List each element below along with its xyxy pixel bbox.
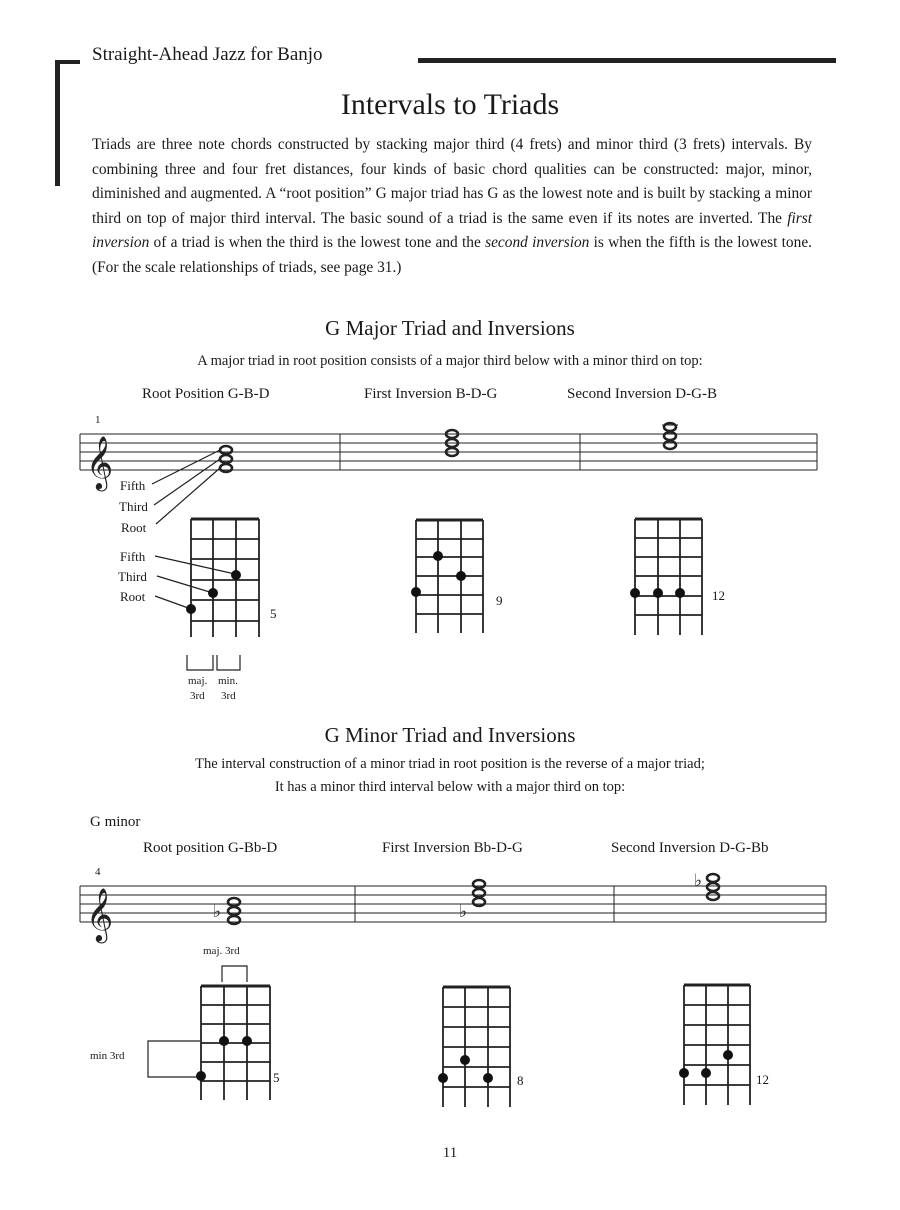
minor-section-desc-line1: The interval construction of a minor triad in root position is the reverse of a major triad; [195,756,705,772]
fretboard-major-root [191,519,259,637]
major-section-desc: A major triad in root position consists of a major third below with a minor third on top: [197,353,703,369]
minor-label-root: Root position G-Bb-D [143,840,278,856]
flat-signs [213,871,702,922]
minor-label-first: First Inversion Bb-D-G [382,840,523,856]
major-section-title: G Major Triad and Inversions [325,316,575,340]
minor-staff-number: 4 [95,866,101,878]
minor-section-desc-line2: It has a minor third interval below with a major third on top: [274,779,626,795]
interval-label-min-3rd: 3rd [221,690,236,702]
fret-dots [186,551,733,1083]
major-fret-leaders [155,556,235,609]
major-fret-number-first: 9 [496,593,503,608]
major-label-first: First Inversion B-D-G [364,386,498,402]
minor-min-bracket [148,1041,200,1077]
minor-label-second: Second Inversion D-G-Bb [611,840,769,856]
fret-note-label-fifth: Fifth [120,549,146,564]
fretboard-major-first [416,520,483,633]
major-staff-notes [220,423,676,472]
major-interval-brackets [187,655,240,670]
minor-min-3rd-label: min 3rd [90,1050,125,1062]
minor-chord-name: G minor [90,814,141,830]
minor-staff-notes [228,874,719,924]
staff-note-label-third: Third [119,499,148,514]
staff-note-label-root: Root [121,520,147,535]
page-number: 11 [442,1145,458,1161]
treble-clef-major: 𝄞 [86,435,114,489]
minor-fret-number-first: 8 [517,1073,524,1088]
fretboard-minor-second [684,985,750,1105]
minor-fret-number-root: 5 [273,1070,280,1085]
fretboard-minor-first [443,987,510,1107]
major-staff-number: 1 [95,414,101,426]
intro-paragraph: Triads are three note chords constructed by stacking major third (4 frets) and minor third (3 frets) intervals. By combining three and four fret distances, four kinds of basic chord qualities can be constructed: major, minor, diminished and augmented. A “root position” G major triad has G as the lowest note and is built by stacking a minor third on top of major third interval. The basic sound of a triad is the same even if its notes are inverted. The first inversion of a triad is when the third is the lowest tone and the second inversion is when the fifth is the lowest tone. (For the scale relationships of triads, see page 31.) [92,136,813,276]
interval-label-maj-3rd: 3rd [190,690,205,702]
fretboard-major-second [635,519,702,635]
minor-fret-number-second: 12 [756,1072,769,1087]
major-label-second: Second Inversion D-G-B [567,386,717,402]
interval-label-min: min. [218,675,238,687]
svg-text:♭: ♭ [459,902,468,922]
major-fret-number-second: 12 [712,588,725,603]
major-fret-number-root: 5 [270,606,277,621]
minor-section-title: G Minor Triad and Inversions [324,723,576,747]
treble-clef-minor: 𝄞 [86,887,114,941]
minor-maj-3rd-label: maj. 3rd [203,945,240,957]
fret-note-label-root: Root [120,589,146,604]
fret-note-label-third: Third [118,569,147,584]
svg-text:♭: ♭ [213,902,222,922]
book-title: Straight-Ahead Jazz for Banjo [92,44,323,65]
page-title: Intervals to Triads [340,88,560,121]
major-label-root: Root Position G-B-D [142,386,270,402]
svg-text:♭: ♭ [694,871,703,891]
minor-maj-bracket [222,966,247,982]
interval-label-maj: maj. [188,675,208,687]
fretboard-minor-root [201,986,270,1100]
staff-note-label-fifth: Fifth [120,478,146,493]
